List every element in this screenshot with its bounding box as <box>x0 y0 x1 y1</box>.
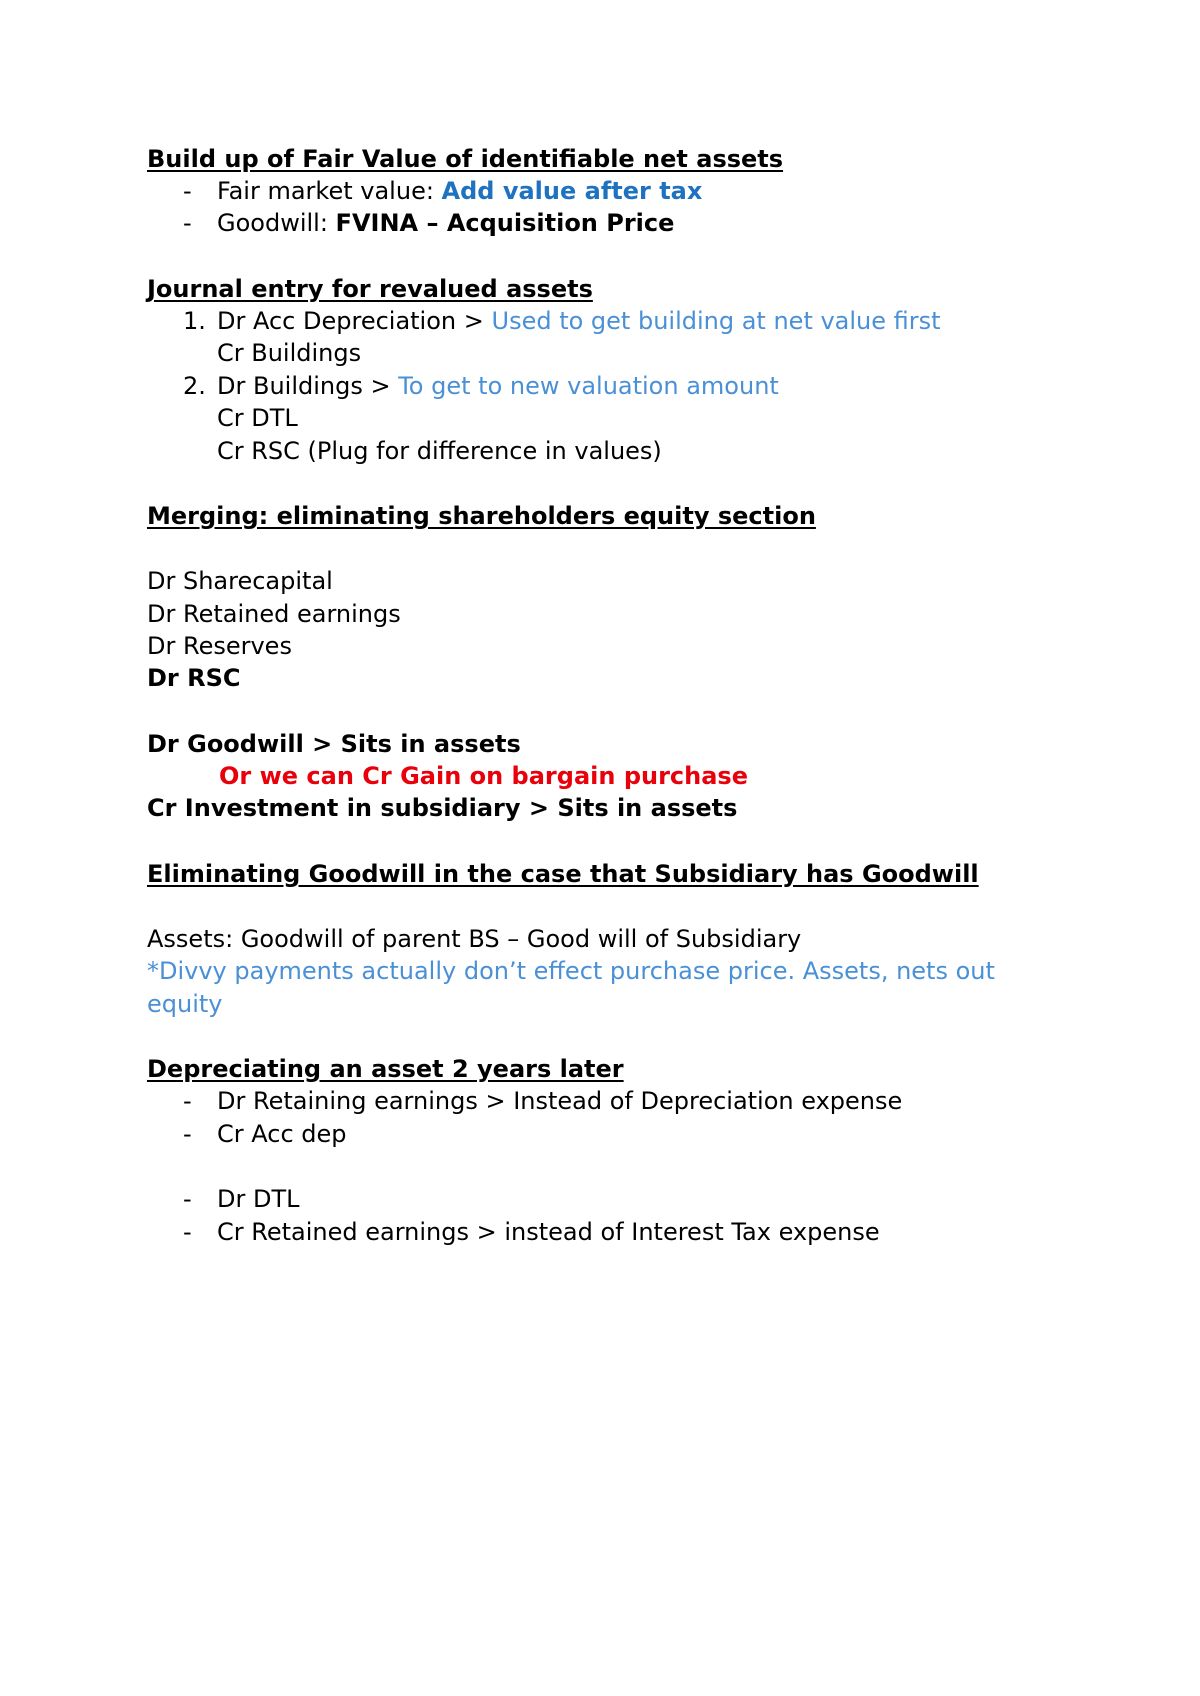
merging-line: Dr Reserves <box>147 632 292 660</box>
bullet-marker: - <box>183 1120 192 1148</box>
merging-line: Dr Sharecapital <box>147 567 333 595</box>
bullet-marker: - <box>183 1087 192 1115</box>
list-item <box>0 175 1200 207</box>
divvy-note-line: *Divvy payments actually don’t effect purchase price. Assets, nets out <box>147 957 995 985</box>
entry-note: Used to get building at net value first <box>491 307 941 335</box>
merging-line: Dr Retained earnings <box>147 600 401 628</box>
list-item <box>0 207 1200 239</box>
bullet-marker: - <box>183 1218 192 1246</box>
assets-line: Assets: Goodwill of parent BS – Good will of Subsidiary <box>147 925 802 953</box>
item-text: Dr DTL <box>217 1185 300 1213</box>
item-text: Dr Retaining earnings > Instead of Depreciation expense <box>217 1087 903 1115</box>
bargain-purchase-line: Or we can Cr Gain on bargain purchase <box>219 762 748 790</box>
journal-line: Cr DTL <box>217 404 298 432</box>
heading-journal: Journal entry for revalued assets <box>147 275 593 303</box>
entry-text: Dr Buildings > <box>217 372 399 400</box>
item-value: FVINA – Acquisition Price <box>335 209 675 237</box>
list-item <box>0 1216 1200 1248</box>
number-marker: 2. <box>183 372 206 400</box>
journal-line: Cr RSC (Plug for difference in values) <box>217 437 662 465</box>
item-label: Goodwill: <box>217 209 336 237</box>
entry-note: To get to new valuation amount <box>398 372 779 400</box>
bullet-marker: - <box>183 177 192 205</box>
list-item <box>0 1183 1200 1215</box>
list-item <box>0 1118 1200 1150</box>
number-marker: 1. <box>183 307 206 335</box>
journal-line: Cr Buildings <box>217 339 362 367</box>
list-item <box>0 1085 1200 1117</box>
divvy-note-line: equity <box>147 990 223 1018</box>
journal-entry <box>0 305 1200 337</box>
heading-merging: Merging: eliminating shareholders equity section <box>147 502 816 530</box>
bullet-marker: - <box>183 209 192 237</box>
item-text: Cr Acc dep <box>217 1120 347 1148</box>
item-text: Cr Retained earnings > instead of Interest Tax expense <box>217 1218 880 1246</box>
merging-line: Dr RSC <box>147 664 241 692</box>
goodwill-line: Dr Goodwill > Sits in assets <box>147 730 521 758</box>
heading-eliminating-goodwill: Eliminating Goodwill in the case that Subsidiary has Goodwill <box>147 860 979 888</box>
item-value: Add value after tax <box>441 177 703 205</box>
bullet-marker: - <box>183 1185 192 1213</box>
item-label: Fair market value: <box>217 177 442 205</box>
investment-line: Cr Investment in subsidiary > Sits in assets <box>147 794 738 822</box>
heading-fair-value: Build up of Fair Value of identifiable net assets <box>147 145 784 173</box>
entry-text: Dr Acc Depreciation > <box>217 307 492 335</box>
heading-depreciating: Depreciating an asset 2 years later <box>147 1055 624 1083</box>
journal-entry <box>0 370 1200 402</box>
